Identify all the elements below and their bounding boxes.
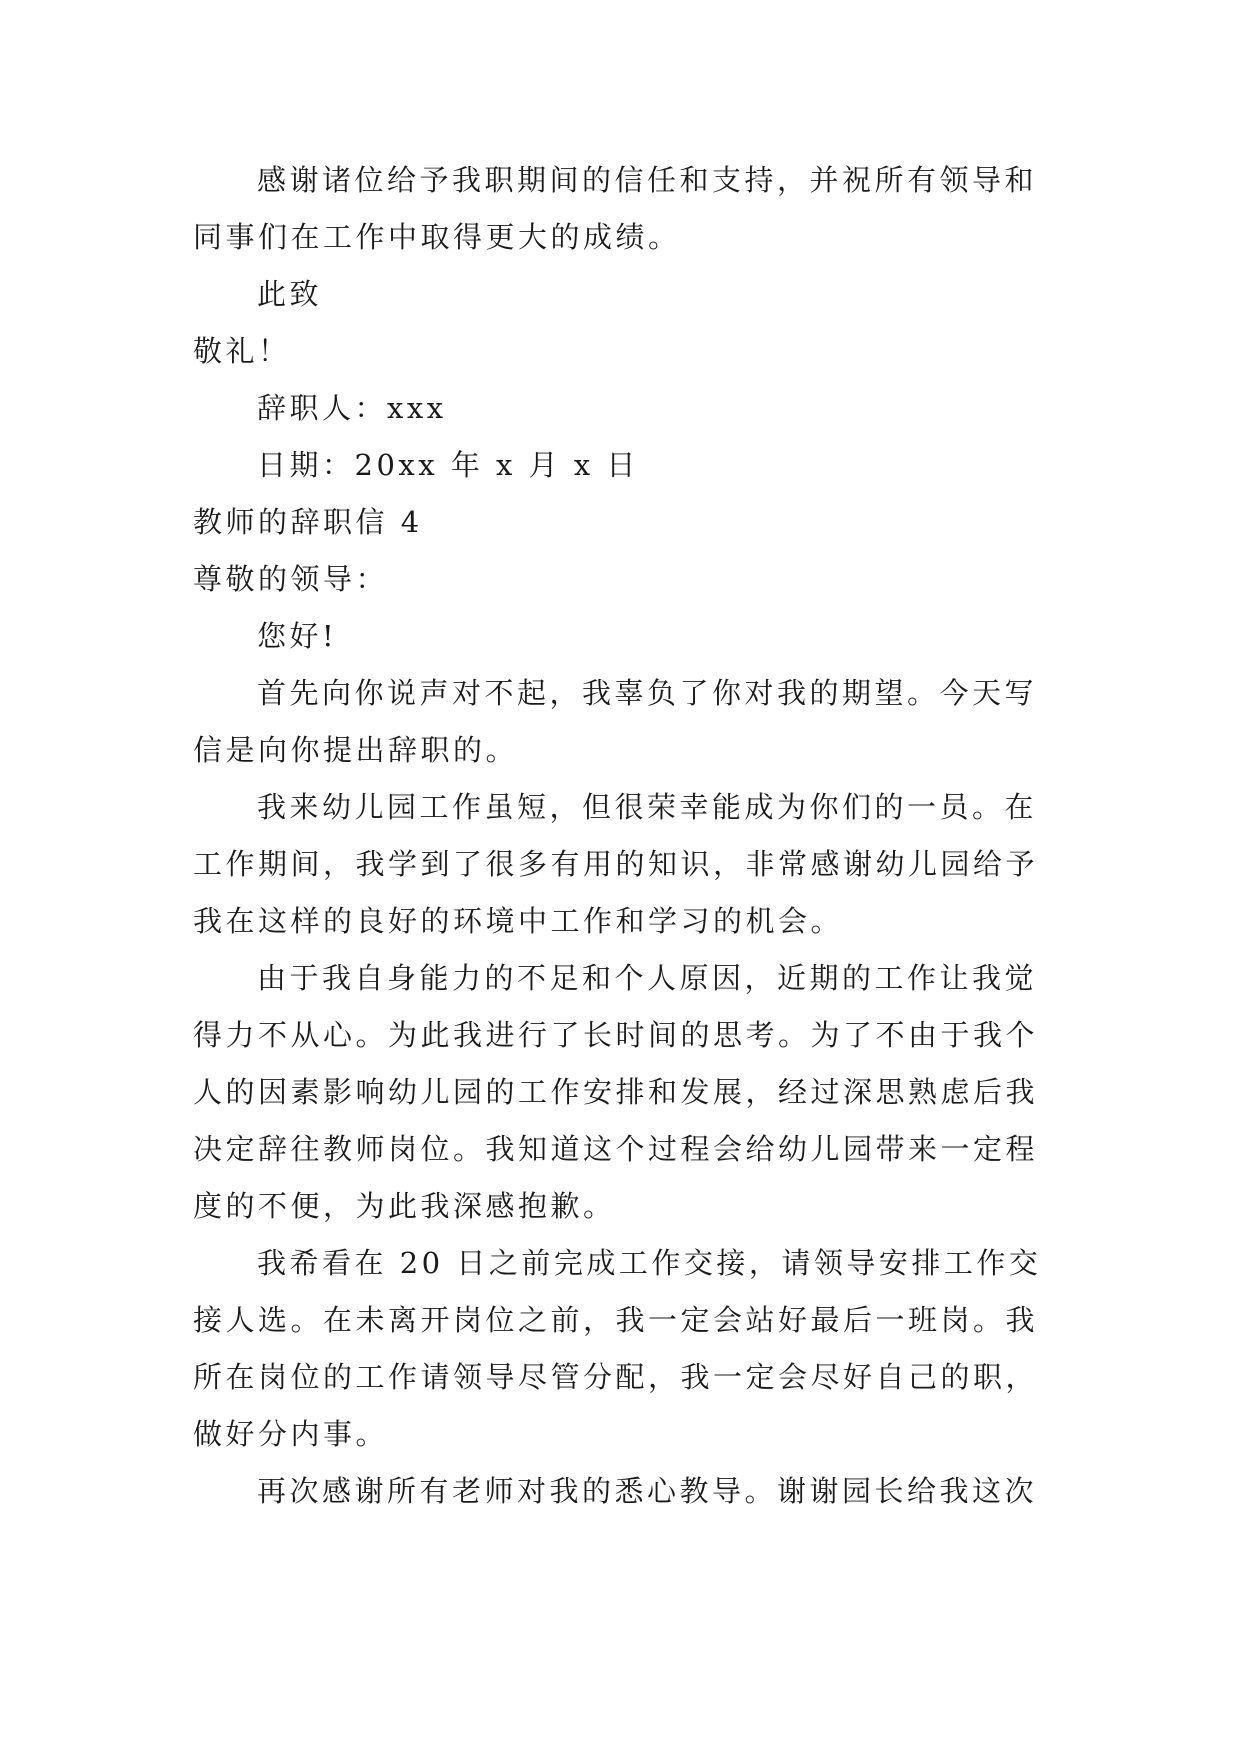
letter-body	[193, 0, 1055, 1508]
text-line: 得力不从心。为此我进行了长时间的思考。为了不由于我个	[193, 1018, 1039, 1052]
text-line: 首先向你说声对不起，我辜负了你对我的期望。今天写	[257, 676, 1038, 710]
text-line: 工作期间，我学到了很多有用的知识，非常感谢幼儿园给予	[193, 847, 1039, 881]
text-line: 同事们在工作中取得更大的成绩。	[193, 220, 681, 254]
text-line: 感谢诸位给予我职期间的信任和支持，并祝所有领导和	[257, 163, 1038, 197]
greeting: 您好!	[257, 619, 338, 653]
text-line: 接人选。在未离开岗位之前，我一定会站好最后一班岗。我	[193, 1303, 1039, 1337]
section-heading: 教师的辞职信 4	[193, 505, 423, 539]
signer-line: 辞职人：xxx	[257, 391, 447, 425]
text-line: 决定辞往教师岗位。我知道这个过程会给幼儿园带来一定程	[193, 1132, 1039, 1166]
date-line: 日期：20xx 年 x 月 x 日	[257, 448, 639, 482]
text-line: 做好分内事。	[193, 1417, 389, 1451]
text-line: 我希看在 20 日之前完成工作交接，请领导安排工作交	[257, 1246, 1042, 1280]
text-line: 我来幼儿园工作虽短，但很荣幸能成为你们的一员。在	[257, 790, 1038, 824]
text-line: 再次感谢所有老师对我的悉心教导。谢谢园长给我这次	[257, 1474, 1038, 1508]
text-line: 人的因素影响幼儿园的工作安排和发展，经过深思熟虑后我	[193, 1075, 1039, 1109]
text-line: 我在这样的良好的环境中工作和学习的机会。	[193, 904, 844, 938]
text-line: 度的不便，为此我深感抱歉。	[193, 1189, 616, 1223]
text-line: 信是向你提出辞职的。	[193, 733, 519, 767]
text-line: 所在岗位的工作请领导尽管分配，我一定会尽好自己的职，	[193, 1360, 1039, 1394]
closing-phrase: 此致	[257, 277, 323, 311]
text-line: 由于我自身能力的不足和个人原因，近期的工作让我觉	[257, 961, 1038, 995]
salutation: 尊敬的领导：	[193, 562, 389, 596]
closing-salute: 敬礼！	[193, 334, 291, 368]
